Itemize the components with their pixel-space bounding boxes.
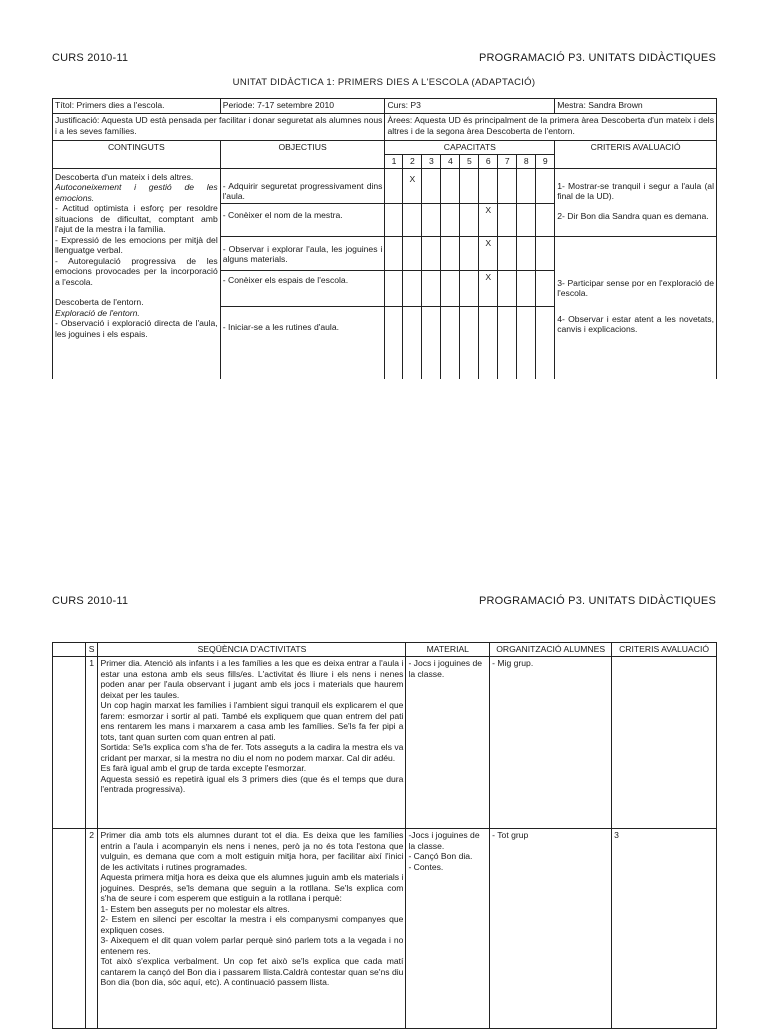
session-number: 1 <box>85 657 98 829</box>
activity-paragraph: Aquesta primera mitja hora es deixa que els alumnes juguin amb els materials i joguines. Després, se'ls demana que seguin a la rotllana. Se'ls explica com s'ha de seure i com esperem que estiguin a la rotllana i perquè: <box>100 872 404 903</box>
objectius-header: OBJECTIUS <box>220 141 385 169</box>
activity-paragraph: Un cop hagin marxat les famílies i l'ambient sigui tranquil els explicarem el que farem: esmorzar i sortir al pati. També els expliquem que quan entrem del pati ens rentarem les mans i marxarem a casa amb les famílies. Se'ls fa fer pipi a tots, tant quan surten com quan entren al pati. <box>100 700 404 742</box>
capacitat-number: 1 <box>385 154 403 168</box>
sequencia-header: SEQÜÈNCIA D'ACTIVITATS <box>98 643 406 657</box>
s-header: S <box>85 643 98 657</box>
continguts-item: - Observació i exploració directa de l'aula, les joguines i els espais. <box>55 318 218 339</box>
capacitat-mark: X <box>485 237 492 248</box>
criteri-cell <box>555 168 717 236</box>
material-cell <box>406 829 490 1029</box>
capacitat-mark: X <box>409 173 416 184</box>
objectiu-cell: - Conèixer els espais de l'escola. <box>220 270 385 306</box>
course-label: CURS 2010-11 <box>52 52 129 64</box>
activity-paragraph: 3- Aixequem el dit quan volem parlar perquè sinó parlem tots a la vegada i no entenem res. <box>100 935 404 956</box>
continguts-item: - Autoregulació progressiva de les emocions provocades per la incorporació a l'escola. <box>55 255 218 287</box>
periode-cell: Periode: 7-17 setembre 2010 <box>220 99 385 114</box>
activity-paragraph: 1- Estem ben asseguts per no molestar els altres. <box>100 903 290 914</box>
criteri-item: 1- Mostrar-se tranquil i segur a l'aula (al final de la UD). <box>557 180 714 201</box>
objectiu-cell: - Adquirir seguretat progressivament dins l'aula. <box>220 168 385 203</box>
unit-title: UNITAT DIDÀCTICA 1: PRIMERS DIES A L'ESCOLA (ADAPTACIÓ) <box>232 77 536 88</box>
capacitats-header: CAPACITATS <box>385 141 555 155</box>
capacitat-number: 7 <box>498 154 517 168</box>
organitzacio-header: ORGANITZACIÓ ALUMNES <box>490 643 612 657</box>
criteris-cell <box>612 657 717 829</box>
material-item: - Contes. <box>408 861 444 872</box>
justificacio-cell: Justificació: Aquesta UD està pensada per facilitar i donar seguretat als alumnes nous i a les seves famílies. <box>53 114 385 141</box>
arees-cell: Àrees: Aquesta UD és principalment de la primera àrea Descoberta d'un mateix i dels altres i de la segona àrea Descoberta de l'entorn. <box>385 114 717 141</box>
material-header: MATERIAL <box>406 643 490 657</box>
activity-paragraph: Tot això s'explica verbalment. Un cop fet això se'ls explica que cada matí cantarem la cançó del Bon dia i passarem llista.Caldrà contestar quan se'ns diu Bon dia (bon dia, sóc aquí, etc). A continuació passem llista. <box>100 956 404 987</box>
continguts-area1: Descoberta d'un mateix i dels altres. <box>55 171 194 182</box>
document-title: PROGRAMACIÓ P3. UNITATS DIDÀCTIQUES <box>478 52 716 64</box>
capacitat-number: 8 <box>517 154 536 168</box>
continguts-item: - Expressió de les emocions per mitjà del llenguatge verbal. <box>55 234 218 255</box>
activities-table <box>52 642 717 1029</box>
session-number: 2 <box>85 829 98 1029</box>
activity-paragraph: 2- Estem en silenci per escoltar la mestra i els companysmi companyes que expliquen coses. <box>100 914 404 935</box>
criteri-item: 3- Participar sense por en l'exploració de l'escola. <box>557 277 714 298</box>
table-row <box>53 657 717 829</box>
titol-cell: Títol: Primers dies a l'escola. <box>53 99 221 114</box>
criteris-header: CRITERIS AVALUACIÓ <box>555 141 717 169</box>
material-item: - Cançó Bon dia. <box>408 851 473 861</box>
activity-paragraph: Primer dia. Atenció als infants i a les famílies a les que es deixa entrar a l'aula i estar una estona amb els seus fills/es. L'activitat és lliure i els nens i nenes poden anar per l'aula observant i jugant amb els jocs i materials que haurem deixat per les taules. <box>100 658 404 700</box>
activity-paragraph: Primer dia amb tots els alumnes durant tot el dia. Es deixa que les famílies entrin a l'aula i acompanyin els nens i nenes, però ja no és tota l'estona que vulguin, es demana que com a molt estiguin mitja hora, per facilitar així l'inici de les activitats i rutines programades. <box>100 830 404 872</box>
objectiu-cell: - Conèixer el nom de la mestra. <box>220 203 385 236</box>
objectiu-cell: - Iniciar-se a les rutines d'aula. <box>220 306 385 379</box>
activity-paragraph: Sortida: Se'ls explica com s'ha de fer. Tots asseguts a la cadira la mestra els va cridant per marxar, si la mestra no diu el nom no podem marxar. Cal dir adéu. <box>100 742 404 763</box>
capacitat-number: 6 <box>479 154 498 168</box>
continguts-area2: Descoberta de l'entorn. <box>55 297 144 307</box>
unit-table <box>52 98 717 379</box>
criteris-header: CRITERIS AVALUACIÓ <box>612 643 717 657</box>
capacitat-number: 9 <box>536 154 555 168</box>
capacitat-number: 4 <box>441 154 460 168</box>
continguts-cell <box>53 168 221 379</box>
capacitat-number: 2 <box>403 154 422 168</box>
objectiu-cell: - Observar i explorar l'aula, les joguines i alguns materials. <box>220 236 385 270</box>
activity-paragraph: Es farà igual amb el grup de tarda excepte l'esmorzar. <box>100 763 307 773</box>
activity-cell <box>98 829 406 1029</box>
organitzacio-cell: - Tot grup <box>490 829 612 1029</box>
capacitat-number: 3 <box>422 154 441 168</box>
material-item: - Jocs i joguines de la classe. <box>408 658 483 679</box>
continguts-header: CONTINGUTS <box>53 141 221 169</box>
document-title: PROGRAMACIÓ P3. UNITATS DIDÀCTIQUES <box>478 595 716 607</box>
criteri-item: 4- Observar i estar atent a les novetats, canvis i explicacions. <box>557 313 714 334</box>
activity-cell <box>98 657 406 829</box>
continguts-area1-sub: Autoconeixement i gestió de les emocions. <box>55 182 218 203</box>
continguts-item: - Actitud optimista i esforç per resoldre situacions de dificultat, comptant amb l'ajut de la mestra i la família. <box>55 203 218 234</box>
continguts-area2-sub: Exploració de l'entorn. <box>55 307 140 318</box>
criteri-item: 2- Dir Bon dia Sandra quan es demana. <box>557 210 709 221</box>
course-label: CURS 2010-11 <box>52 595 129 607</box>
capacitat-number: 5 <box>460 154 479 168</box>
activity-paragraph: Aquesta sessió es repetirà igual els 3 primers dies (que és el temps que dura l'entrada progressiva). <box>100 773 404 794</box>
criteris-cell: 3 <box>612 829 717 1029</box>
curs-cell: Curs: P3 <box>385 99 555 114</box>
criteri-cell <box>555 236 717 379</box>
mestra-cell: Mestra: Sandra Brown <box>555 99 717 114</box>
organitzacio-cell: - Mig grup. <box>490 657 612 829</box>
capacitat-mark: X <box>485 271 492 282</box>
material-item: -Jocs i joguines de la classe. <box>408 830 480 851</box>
capacitat-mark: X <box>485 204 492 215</box>
material-cell <box>406 657 490 829</box>
table-row <box>53 829 717 1029</box>
